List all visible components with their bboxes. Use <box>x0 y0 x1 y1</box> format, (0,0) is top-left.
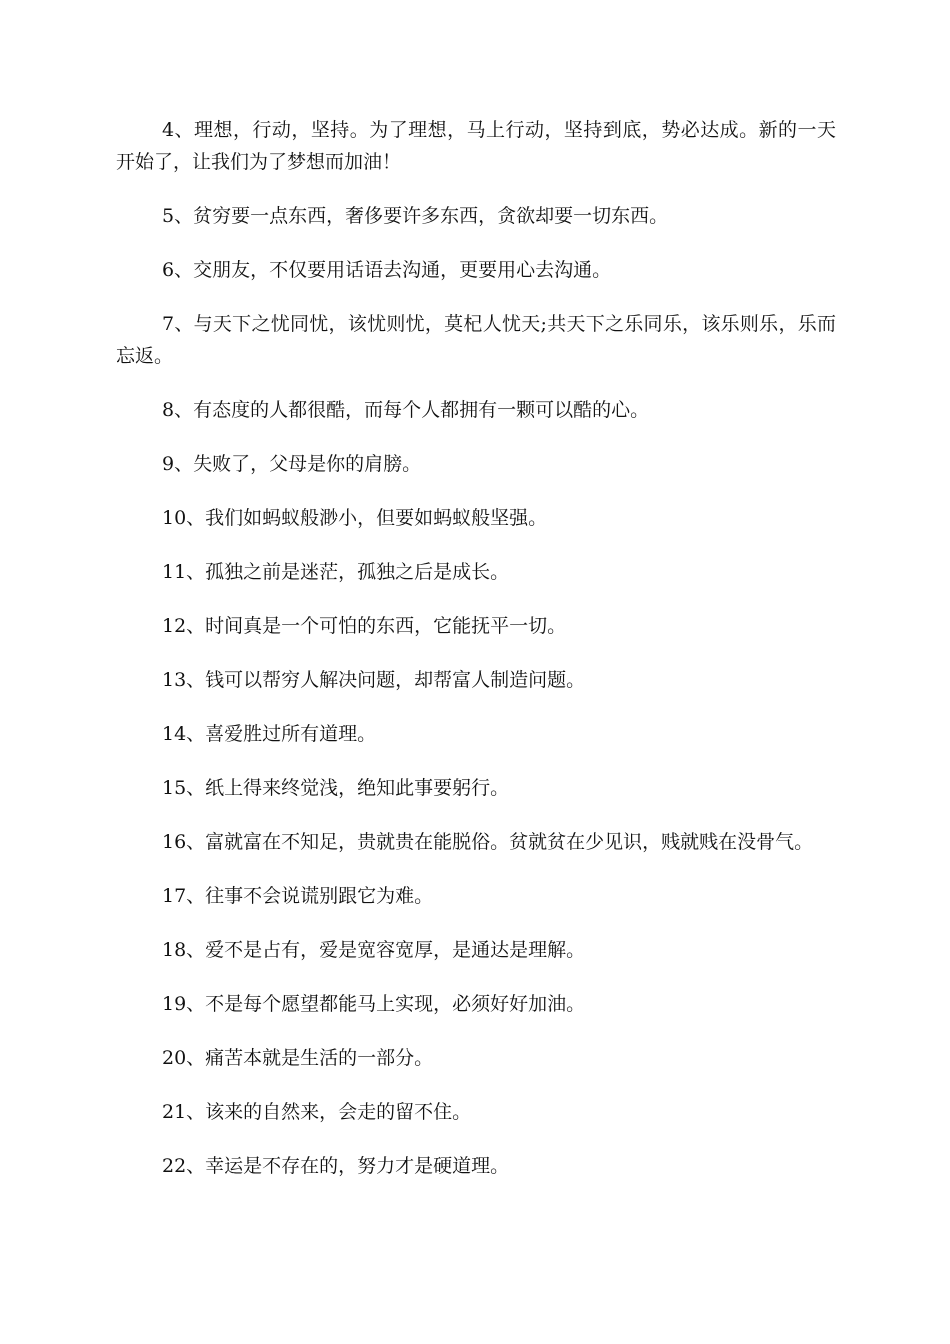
paragraph-15: 15、纸上得来终觉浅，绝知此事要躬行。 <box>162 777 510 799</box>
paragraph-18: 18、爱不是占有，爱是宽容宽厚，是通达是理解。 <box>162 939 586 961</box>
paragraph-12: 12、时间真是一个可怕的东西，它能抚平一切。 <box>162 615 567 637</box>
paragraph-6: 6、交朋友，不仅要用话语去沟通，更要用心去沟通。 <box>162 259 612 281</box>
paragraph-20: 20、痛苦本就是生活的一部分。 <box>162 1047 434 1069</box>
paragraph-22: 22、幸运是不存在的，努力才是硬道理。 <box>162 1155 510 1177</box>
document-page <box>116 114 836 1204</box>
paragraph-16: 16、富就富在不知足，贵就贵在能脱俗。贫就贫在少见识，贱就贱在没骨气。 <box>162 831 814 853</box>
paragraph-9: 9、失败了，父母是你的肩膀。 <box>162 453 422 475</box>
paragraph-4: 4、理想，行动，坚持。为了理想，马上行动，坚持到底，势必达成。新的一天开始了，让我们为了梦想而加油！ <box>116 119 836 173</box>
paragraph-21: 21、该来的自然来，会走的留不住。 <box>162 1101 472 1123</box>
paragraph-8: 8、有态度的人都很酷，而每个人都拥有一颗可以酷的心。 <box>162 399 650 421</box>
paragraph-11: 11、孤独之前是迷茫，孤独之后是成长。 <box>162 561 510 583</box>
paragraph-13: 13、钱可以帮穷人解决问题，却帮富人制造问题。 <box>162 669 586 691</box>
paragraph-5: 5、贫穷要一点东西，奢侈要许多东西，贪欲却要一切东西。 <box>162 205 669 227</box>
paragraph-10: 10、我们如蚂蚁般渺小，但要如蚂蚁般坚强。 <box>162 507 548 529</box>
paragraph-19: 19、不是每个愿望都能马上实现，必须好好加油。 <box>162 993 586 1015</box>
paragraph-14: 14、喜爱胜过所有道理。 <box>162 723 377 745</box>
paragraph-7: 7、与天下之忧同忧，该忧则忧，莫杞人忧天;共天下之乐同乐，该乐则乐，乐而忘返。 <box>116 313 836 367</box>
paragraph-17: 17、往事不会说谎别跟它为难。 <box>162 885 434 907</box>
